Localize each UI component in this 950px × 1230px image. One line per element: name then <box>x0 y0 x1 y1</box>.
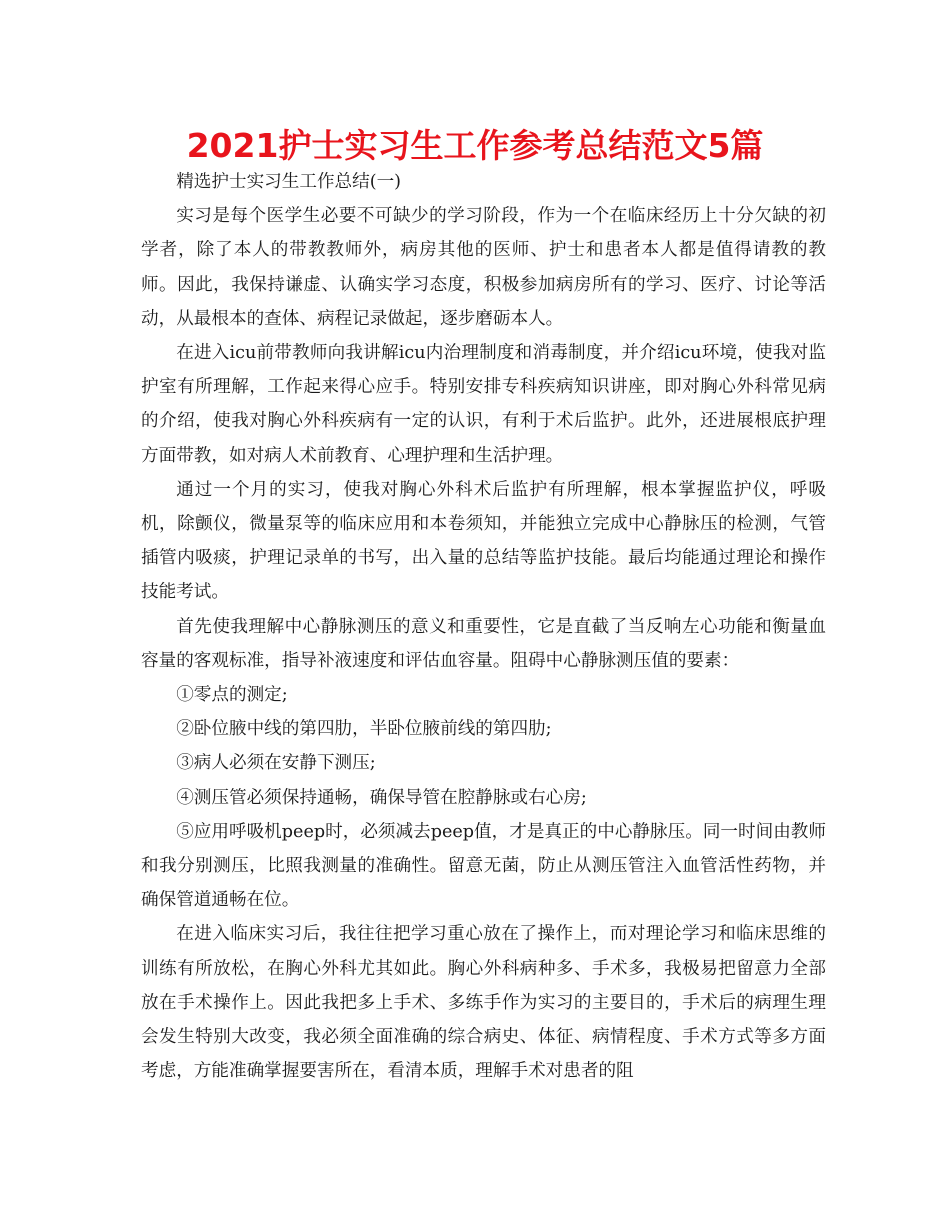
section-heading: 精选护士实习生工作总结(一) <box>176 172 402 192</box>
paragraph: 实习是每个医学生必要不可缺少的学习阶段，作为一个在临床经历上十分欠缺的初学者，除了本人的带教教师外，病房其他的医师、护士和患者本人都是值得请教的教师。因此，我保持谦虚、认确实学习态度，积极参加病房所有的学习、医疗、讨论等活动，从最根本的查体、病程记录做起，逐步磨砺本人。 <box>141 206 826 329</box>
paragraph: 首先使我理解中心静脉测压的意义和重要性，它是直截了当反响左心功能和衡量血容量的客观标准，指导补液速度和评估血容量。阻碍中心静脉测压值的要素： <box>141 616 826 671</box>
list-item: ③病人必须在安静下测压; <box>176 753 376 774</box>
paragraph: 在进入临床实习后，我往往把学习重心放在了操作上，而对理论学习和临床思维的训练有所放松，在胸心外科尤其如此。胸心外科病种多、手术多，我极易把留意力全部放在手术操作上。因此我把多上手术、多练手作为实习的主要目的，手术后的病理生理会发生特别大改变，我必须全面准确的综合病史、体征、病情程度、手术方式等多方面考虑，方能准确掌握要害所在，看清本质，理解手术对患者的阻 <box>141 924 826 1082</box>
list-item: ②卧位腋中线的第四肋，半卧位腋前线的第四肋; <box>176 719 552 740</box>
document-title: 2021护士实习生工作参考总结范文5篇 <box>186 126 764 165</box>
list-item: ①零点的测定; <box>176 685 288 706</box>
list-item: ⑤应用呼吸机peep时，必须减去peep值，才是真正的中心静脉压。同一时间由教师和我分别测压，比照我测量的准确性。留意无菌，防止从测压管注入血管活性药物，并确保管道通畅在位。 <box>141 821 826 911</box>
list-item: ④测压管必须保持通畅，确保导管在腔静脉或右心房; <box>176 787 587 808</box>
paragraph: 通过一个月的实习，使我对胸心外科术后监护有所理解，根本掌握监护仪，呼吸机，除颤仪，微量泵等的临床应用和本卷须知，并能独立完成中心静脉压的检测，气管插管内吸痰，护理记录单的书写，出入量的总结等监护技能。最后均能通过理论和操作技能考试。 <box>141 479 826 603</box>
paragraph: 在进入icu前带教师向我讲解icu内治理制度和消毒制度，并介绍icu环境，使我对监护室有所理解，工作起来得心应手。特别安排专科疾病知识讲座，即对胸心外科常见病的介绍，使我对胸心外科疾病有一定的认识，有利于术后监护。此外，还进展根底护理方面带教，如对病人术前教育、心理护理和生活护理。 <box>141 343 826 466</box>
document-body <box>141 165 826 1088</box>
